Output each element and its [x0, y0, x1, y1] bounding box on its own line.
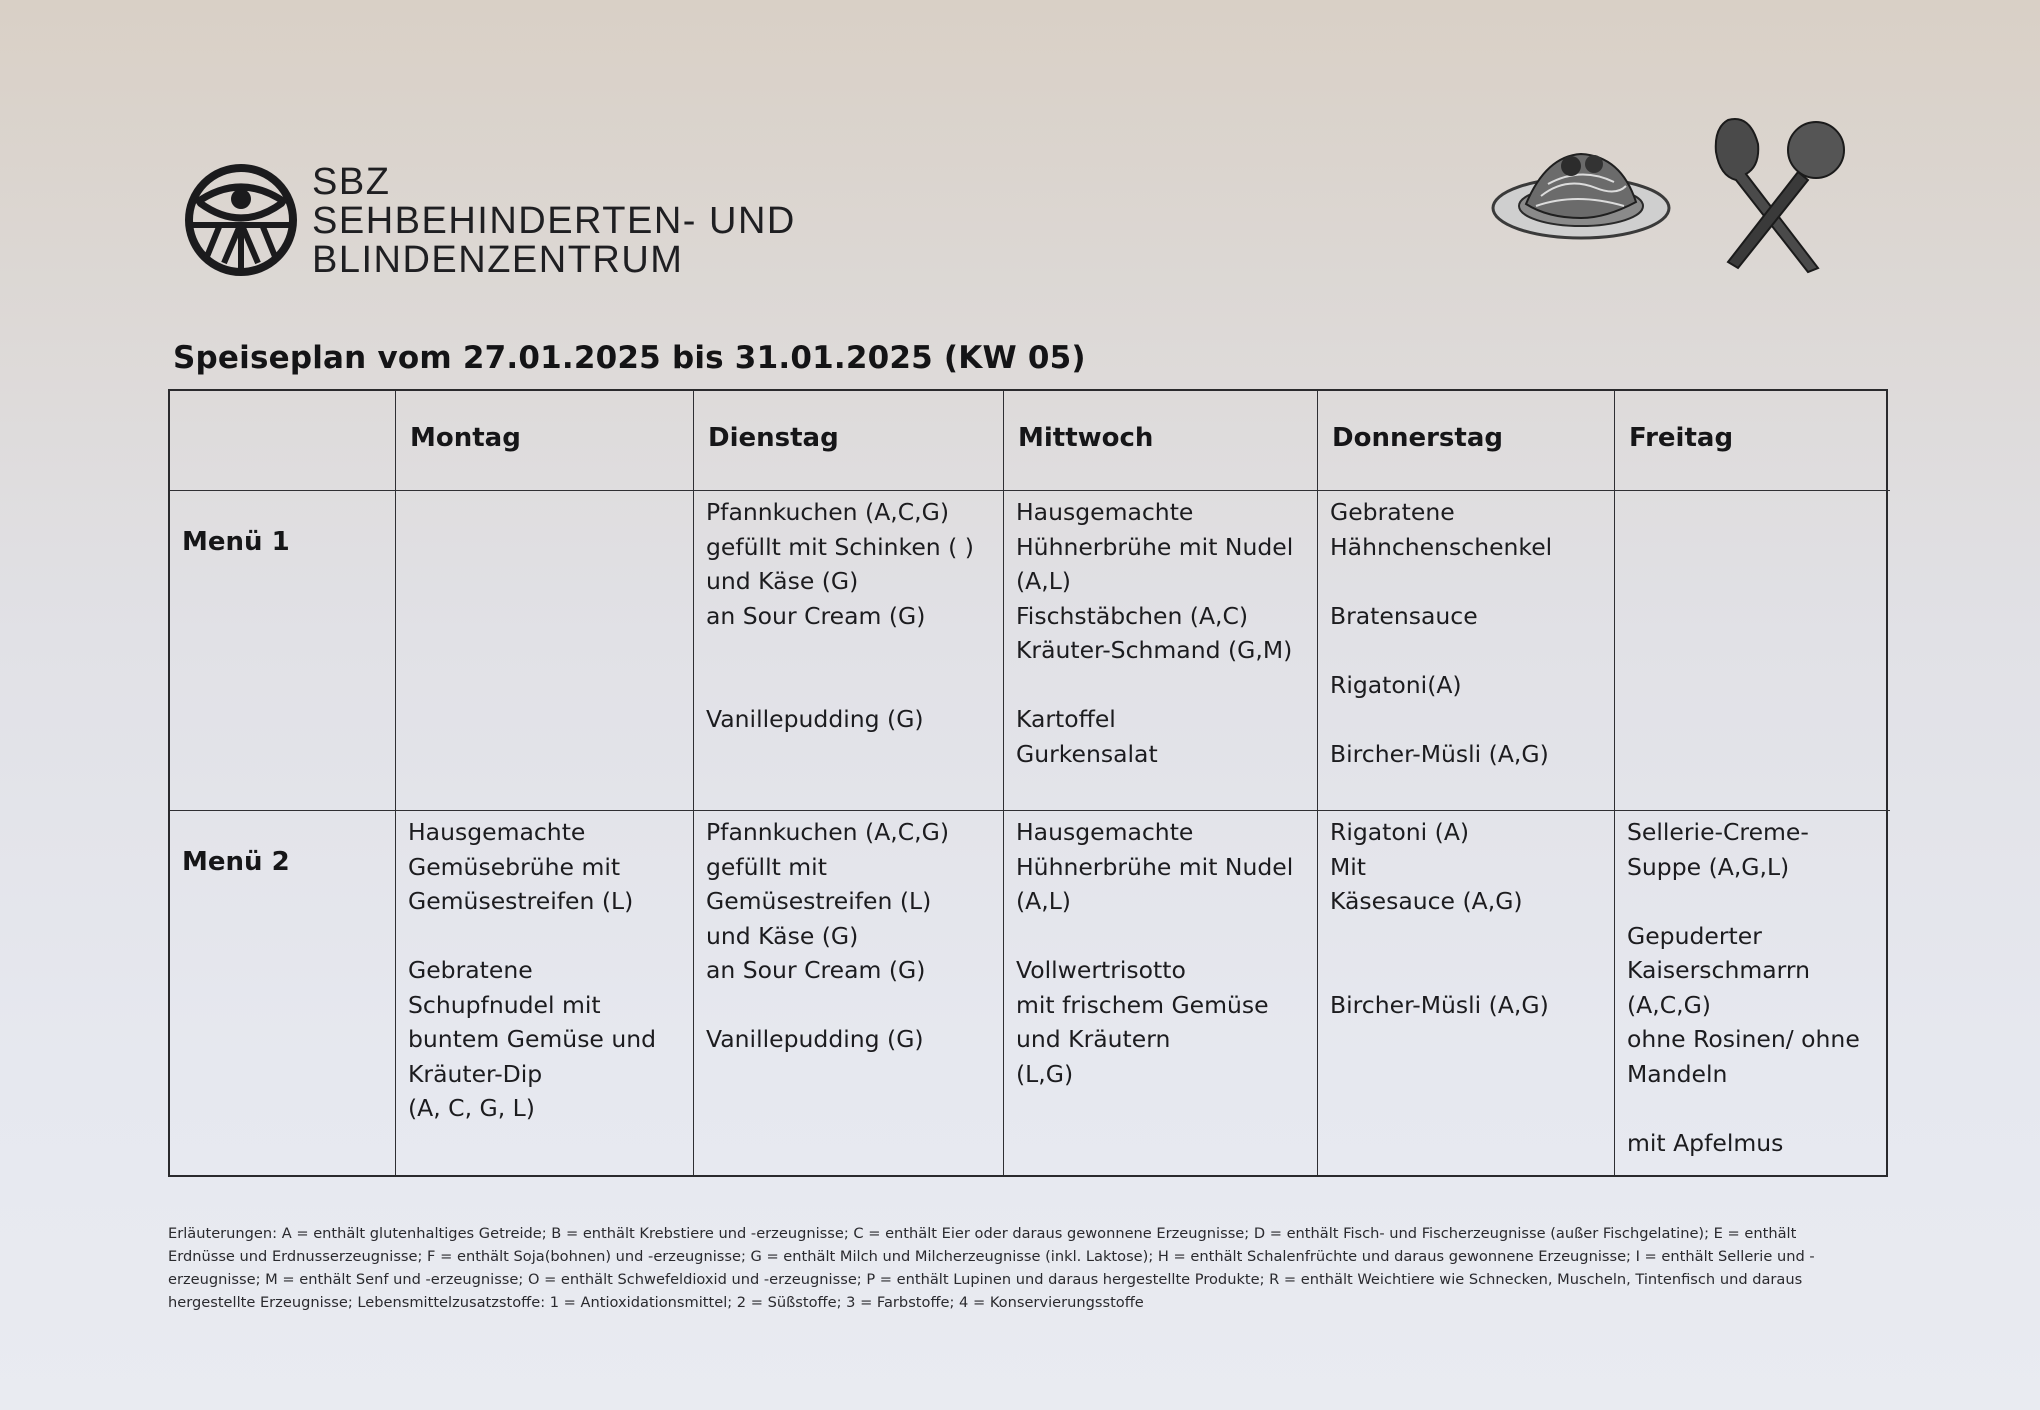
- dish-line: ohne Rosinen/ ohne: [1627, 1025, 1860, 1053]
- brand-line-1: SBZ: [312, 161, 391, 203]
- dish-line: Bratensauce: [1330, 601, 1478, 630]
- dish-line: Gemüsestreifen (L): [706, 887, 932, 915]
- dish-line: Kartoffel: [1016, 705, 1116, 733]
- dish-line: Hausgemachte: [408, 818, 586, 846]
- dish-line: Rigatoni(A): [1330, 670, 1462, 699]
- dish-line: [1330, 919, 1614, 954]
- dish-line: Bircher-Müsli (A,G): [1330, 990, 1549, 1019]
- brand-line-2: SEHBEHINDERTEN- UND: [312, 200, 796, 242]
- corner-cell: [170, 391, 396, 491]
- brand-name: [312, 163, 796, 280]
- dish-line: (L,G): [1016, 1059, 1074, 1088]
- pasta-plate-icon: [1486, 126, 1676, 251]
- dish-line: gefüllt mit: [706, 852, 827, 881]
- dish-line: mit frischem Gemüse: [1016, 990, 1269, 1019]
- menu-2-dienstag: [694, 811, 1004, 1175]
- dish-line: Gebratene: [1330, 498, 1455, 526]
- menu-1-montag: [396, 491, 694, 811]
- dish-line: buntem Gemüse und: [408, 1025, 657, 1053]
- menu-1-label: Menü 1: [170, 491, 396, 811]
- dish-line: Fischstäbchen (A,C): [1016, 601, 1249, 630]
- dish-line: Hähnchenschenkel: [1330, 532, 1553, 561]
- menu-1-freitag: [1615, 491, 1890, 811]
- dish-line: [408, 919, 693, 954]
- dish-line: Schupfnudel mit: [408, 990, 601, 1019]
- dish-line: (A,L): [1016, 887, 1071, 915]
- menu-1-donnerstag: [1318, 491, 1615, 811]
- day-header-dienstag: Dienstag: [694, 391, 1004, 491]
- dish-line: Pfannkuchen (A,C,G): [706, 498, 950, 526]
- dish-line: Suppe (A,G,L): [1627, 852, 1790, 881]
- day-header-donnerstag: Donnerstag: [1318, 391, 1615, 491]
- legend-line-3: erzeugnisse; M = enthält Senf und -erzeugnisse; O = enthält Schwefeldioxid und -erzeugnisse; P = enthält Lupinen und daraus hergestellte Produkte; R = enthält Weichtiere wie Schnecken, Muscheln, Tintenfisch und daraus: [168, 1271, 1803, 1288]
- dish-line: Gepuderter: [1627, 921, 1762, 950]
- dish-line: [1330, 564, 1614, 599]
- dish-line: Kräuter-Dip: [408, 1059, 543, 1088]
- menu-1-dienstag: [694, 491, 1004, 811]
- brand-line-3: BLINDENZENTRUM: [312, 239, 684, 281]
- menu-table: [168, 389, 1888, 1177]
- dish-line: (A,C,G): [1627, 990, 1711, 1019]
- dish-line: Gemüsebrühe mit: [408, 852, 621, 881]
- allergen-legend: [168, 1222, 1888, 1314]
- dish-line: Kräuter-Schmand (G,M): [1016, 636, 1293, 664]
- dish-line: mit Apfelmus: [1627, 1128, 1784, 1157]
- legend-line-1: Erläuterungen: A = enthält glutenhaltiges Getreide; B = enthält Krebstiere und -erzeugnisse; C = enthält Eier oder daraus gewonnene Erzeugnisse; D = enthält Fisch- und Fischerzeugnisse (außer Fischgelatine); E = enthält: [168, 1225, 1797, 1242]
- menu-2-label: Menü 2: [170, 811, 396, 1175]
- legend-line-2: Erdnüsse und Erdnusserzeugnisse; F = enthält Soja(bohnen) und -erzeugnisse; G = enthält Milch und Milcherzeugnisse (inkl. Laktose); H = enthält Schalenfrüchte und daraus gewonnene Erzeugnisse; I = enthält Sellerie und -: [168, 1248, 1815, 1265]
- menu-2-freitag: [1615, 811, 1890, 1175]
- dish-line: Sellerie-Creme-: [1627, 818, 1809, 846]
- dish-line: Mit: [1330, 852, 1367, 881]
- crossed-utensils-icon: [1698, 110, 1848, 275]
- dish-line: [706, 633, 1003, 668]
- dish-line: (A,L): [1016, 567, 1071, 595]
- day-header-freitag: Freitag: [1615, 391, 1890, 491]
- dish-line: Vanillepudding (G): [706, 1025, 924, 1053]
- dish-line: Gemüsestreifen (L): [408, 887, 634, 915]
- dish-line: [706, 988, 1003, 1023]
- dish-line: Gebratene: [408, 956, 533, 984]
- sbz-logo-icon: [184, 163, 298, 277]
- dish-line: Käsesauce (A,G): [1330, 887, 1523, 915]
- dish-line: und Käse (G): [706, 921, 859, 950]
- dish-line: Kaiserschmarrn: [1627, 956, 1811, 984]
- dish-line: und Käse (G): [706, 567, 859, 595]
- menu-2-mittwoch: [1004, 811, 1318, 1175]
- dish-line: Gurkensalat: [1016, 739, 1158, 768]
- dish-line: [1016, 668, 1317, 703]
- dish-line: gefüllt mit Schinken ( ): [706, 532, 974, 561]
- dish-line: Pfannkuchen (A,C,G): [706, 818, 950, 846]
- dish-line: an Sour Cream (G): [706, 601, 926, 630]
- dish-line: Hühnerbrühe mit Nudel: [1016, 852, 1294, 881]
- dish-line: [1330, 633, 1614, 668]
- menu-2-montag: [396, 811, 694, 1175]
- dish-line: [1016, 919, 1317, 954]
- dish-line: Hausgemachte: [1016, 818, 1194, 846]
- dish-line: [1330, 702, 1614, 737]
- plan-title: Speiseplan vom 27.01.2025 bis 31.01.2025 (KW 05): [173, 340, 1086, 376]
- dish-line: Hühnerbrühe mit Nudel: [1016, 532, 1294, 561]
- dish-line: [1330, 953, 1614, 988]
- dish-line: Vanillepudding (G): [706, 705, 924, 733]
- dish-line: (A, C, G, L): [408, 1094, 535, 1122]
- day-header-mittwoch: Mittwoch: [1004, 391, 1318, 491]
- dish-line: [1627, 884, 1890, 919]
- legend-line-4: hergestellte Erzeugnisse; Lebensmittelzusatzstoffe: 1 = Antioxidationsmittel; 2 = Süßstoffe; 3 = Farbstoffe; 4 = Konservierungsstoffe: [168, 1294, 1144, 1311]
- dish-line: [706, 668, 1003, 703]
- menu-2-donnerstag: [1318, 811, 1615, 1175]
- menu-1-mittwoch: [1004, 491, 1318, 811]
- dish-line: Mandeln: [1627, 1059, 1728, 1088]
- dish-line: Vollwertrisotto: [1016, 956, 1186, 984]
- dish-line: Rigatoni (A): [1330, 818, 1470, 846]
- dish-line: an Sour Cream (G): [706, 956, 926, 984]
- dish-line: Hausgemachte: [1016, 498, 1194, 526]
- day-header-montag: Montag: [396, 391, 694, 491]
- dish-line: und Kräutern: [1016, 1025, 1171, 1053]
- dish-line: Bircher-Müsli (A,G): [1330, 739, 1549, 768]
- dish-line: [1627, 1091, 1890, 1126]
